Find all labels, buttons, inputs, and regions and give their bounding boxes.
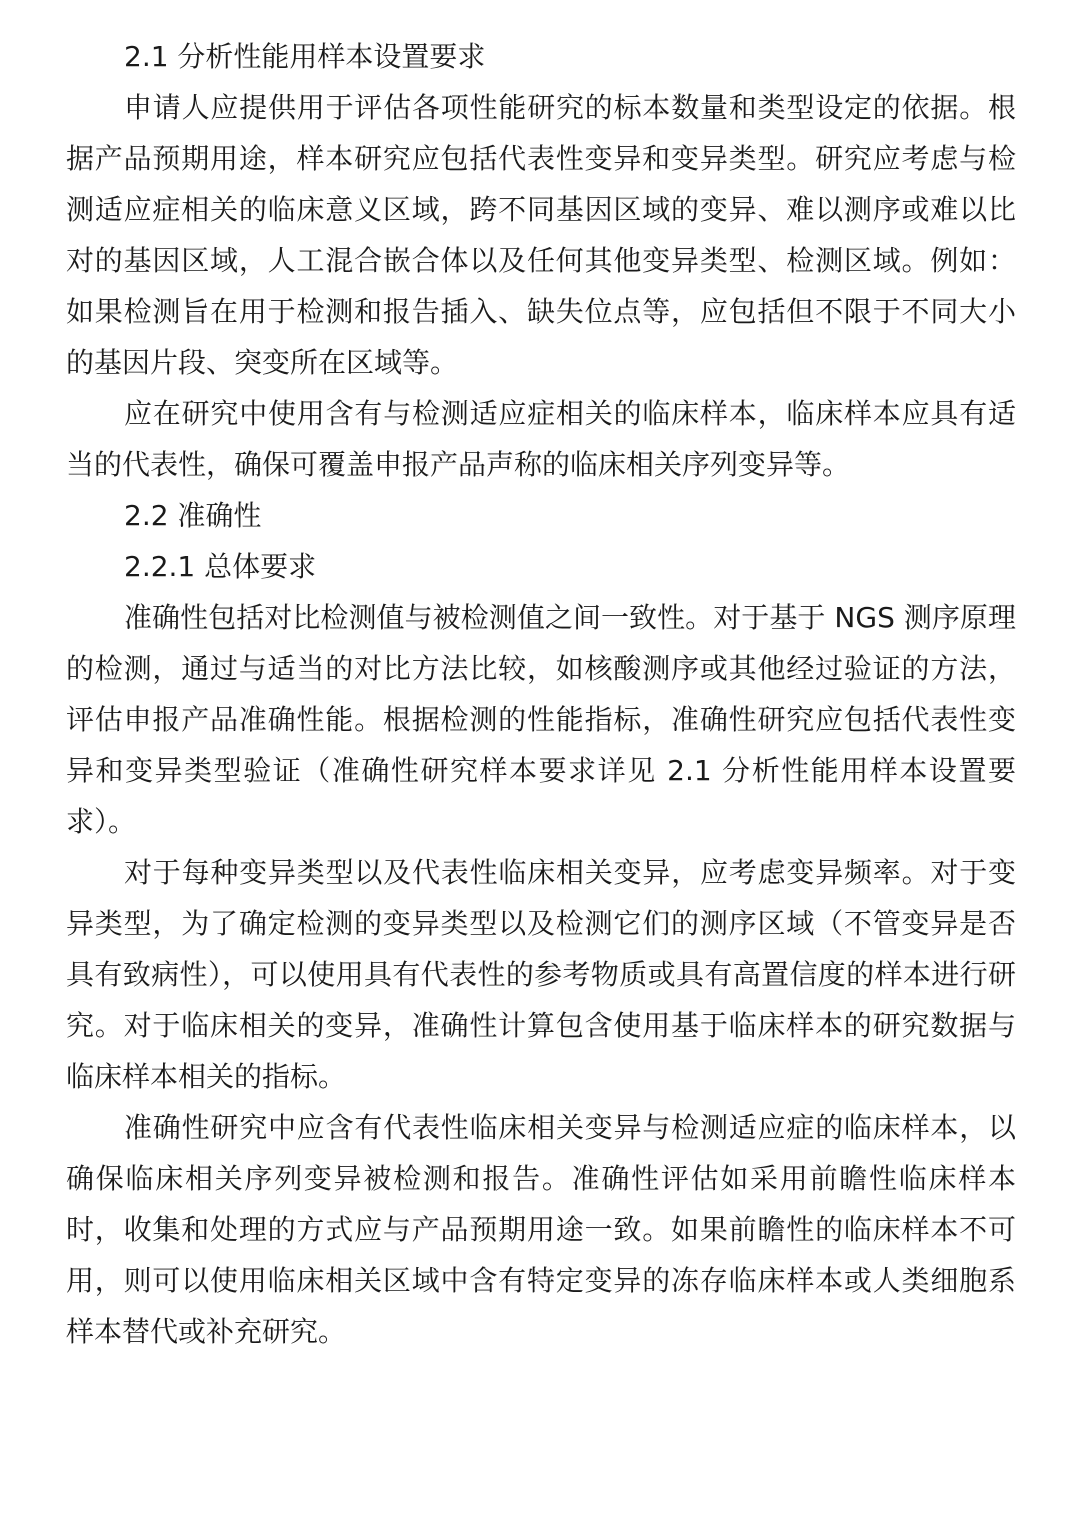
paragraph: 应在研究中使用含有与检测适应症相关的临床样本，临床样本应具有适当的代表性，确保可覆盖申报产品声称的临床相关序列变异等。 [66, 397, 1016, 481]
document-page [66, 31, 1016, 1357]
paragraph: 准确性包括对比检测值与被检测值之间一致性。对于基于 NGS 测序原理的检测，通过与适当的对比方法比较，如核酸测序或其他经过验证的方法，评估申报产品准确性能。根据检测的性能指标，准确性研究应包括代表性变异和变异类型验证（准确性研究样本要求详见 2.1 分析性能用样本设置要求）。 [66, 601, 1016, 838]
section-heading-2-2-1: 2.2.1 总体要求 [124, 550, 317, 583]
section-heading-2-1: 2.1 分析性能用样本设置要求 [124, 40, 486, 73]
paragraph: 准确性研究中应含有代表性临床相关变异与检测适应症的临床样本，以确保临床相关序列变异被检测和报告。准确性评估如采用前瞻性临床样本时，收集和处理的方式应与产品预期用途一致。如果前瞻性的临床样本不可用，则可以使用临床相关区域中含有特定变异的冻存临床样本或人类细胞系样本替代或补充研究。 [66, 1111, 1016, 1348]
section-heading-2-2: 2.2 准确性 [124, 499, 262, 532]
paragraph: 申请人应提供用于评估各项性能研究的标本数量和类型设定的依据。根据产品预期用途，样本研究应包括代表性变异和变异类型。研究应考虑与检测适应症相关的临床意义区域，跨不同基因区域的变异、难以测序或难以比对的基因区域，人工混合嵌合体以及任何其他变异类型、检测区域。例如：如果检测旨在用于检测和报告插入、缺失位点等，应包括但不限于不同大小的基因片段、突变所在区域等。 [66, 91, 1016, 379]
paragraph: 对于每种变异类型以及代表性临床相关变异，应考虑变异频率。对于变异类型，为了确定检测的变异类型以及检测它们的测序区域（不管变异是否具有致病性），可以使用具有代表性的参考物质或具有高置信度的样本进行研究。对于临床相关的变异，准确性计算包含使用基于临床样本的研究数据与临床样本相关的指标。 [66, 856, 1016, 1093]
